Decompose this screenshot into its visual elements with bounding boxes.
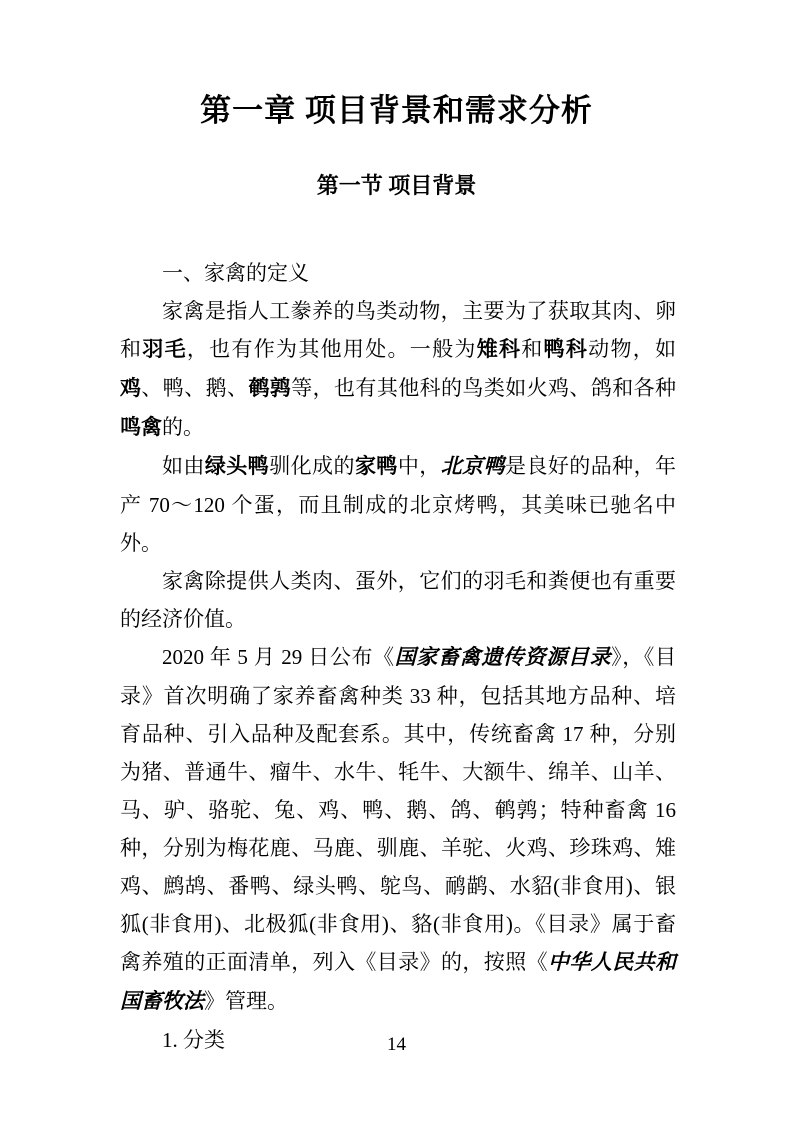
paragraph-catalog-2020 bbox=[120, 638, 676, 1021]
text-run: 2020 年 5 月 29 日公布《 bbox=[162, 645, 395, 669]
text-run: 驯化成的 bbox=[269, 454, 355, 478]
text-run: 是良好的品种，年产 70～120 个蛋，而且制成的北京烤鸭，其美味已驰名中外。 bbox=[120, 454, 677, 555]
text-run: 家禽是指人工豢养的鸟类动物，主要为了获取其肉、卵和 bbox=[120, 299, 676, 361]
bold-term-duck-family: 鸭科 bbox=[543, 338, 589, 361]
document-body bbox=[120, 254, 676, 1059]
text-run: 等，也有其他科的鸟类如火鸡、鸽和各种 bbox=[291, 376, 677, 400]
text-run: 的。 bbox=[162, 415, 204, 439]
bold-term-chicken: 鸡 bbox=[120, 377, 142, 400]
section-title: 第一节 项目背景 bbox=[316, 173, 477, 198]
bold-term-pheasant-family: 雉科 bbox=[476, 338, 522, 361]
text-run: 一、家禽的定义 bbox=[162, 261, 309, 285]
text-run: ，也有作为其他用处。一般为 bbox=[186, 337, 477, 361]
paragraph-economic-value bbox=[120, 562, 676, 638]
paragraph-poultry-definition bbox=[120, 292, 676, 447]
paragraph-duck-breeds bbox=[120, 447, 676, 562]
bold-italic-term-catalog-title: 国家畜禽遗传资源目录 bbox=[394, 646, 612, 669]
text-run: 和 bbox=[521, 337, 544, 361]
text-run: 》，《目录》首次明确了家养畜禽种类 33 种，包括其地方品种、培育品种、引入品种及配套系。其中，传统畜禽 17 种，分别为猪、普通牛、瘤牛、水牛、牦牛、大额牛、绵羊、山羊、马、驴、骆驼、兔、鸡、鸭、鹅、鸽、鹌鹑；特种畜禽 16 种，分别为梅花鹿、马鹿、驯鹿、羊驼、火鸡、珍珠鸡、雉鸡、鹧鸪、番鸭、绿头鸭、鸵鸟、鸸鹋、水貂(非食用)、银狐(非食用)、北极狐(非食用)、貉(非食用)。《目录》属于畜禽养殖的正面清单，列入《目录》的，按照《 bbox=[120, 645, 677, 974]
bold-term-quail: 鹌鹑 bbox=[248, 377, 292, 400]
bold-term-mallard: 绿头鸭 bbox=[204, 455, 270, 478]
text-run: 1. 分类 bbox=[162, 1028, 225, 1052]
classification-heading bbox=[120, 254, 676, 292]
bold-italic-term-peking-duck: 北京鸭 bbox=[440, 455, 505, 478]
text-run: 动物，如 bbox=[588, 337, 677, 361]
bold-term-songbirds: 鸣禽 bbox=[120, 416, 162, 439]
text-run: 家禽除提供人类肉、蛋外，它们的羽毛和粪便也有重要的经济价值。 bbox=[120, 569, 676, 631]
text-run: 、鸭、鹅、 bbox=[141, 376, 249, 400]
text-run: 中， bbox=[397, 454, 441, 478]
chapter-title: 第一章 项目背景和需求分析 bbox=[200, 93, 593, 128]
bold-term-feathers: 羽毛 bbox=[142, 338, 187, 361]
page-number: 14 bbox=[387, 1034, 406, 1055]
bold-term-domestic-duck: 家鸭 bbox=[354, 455, 398, 478]
bold-italic-term-husbandry-law: 中华人民共和国畜牧法 bbox=[120, 951, 676, 1013]
text-run: 如由 bbox=[162, 454, 205, 478]
text-run: 》管理。 bbox=[204, 989, 288, 1013]
